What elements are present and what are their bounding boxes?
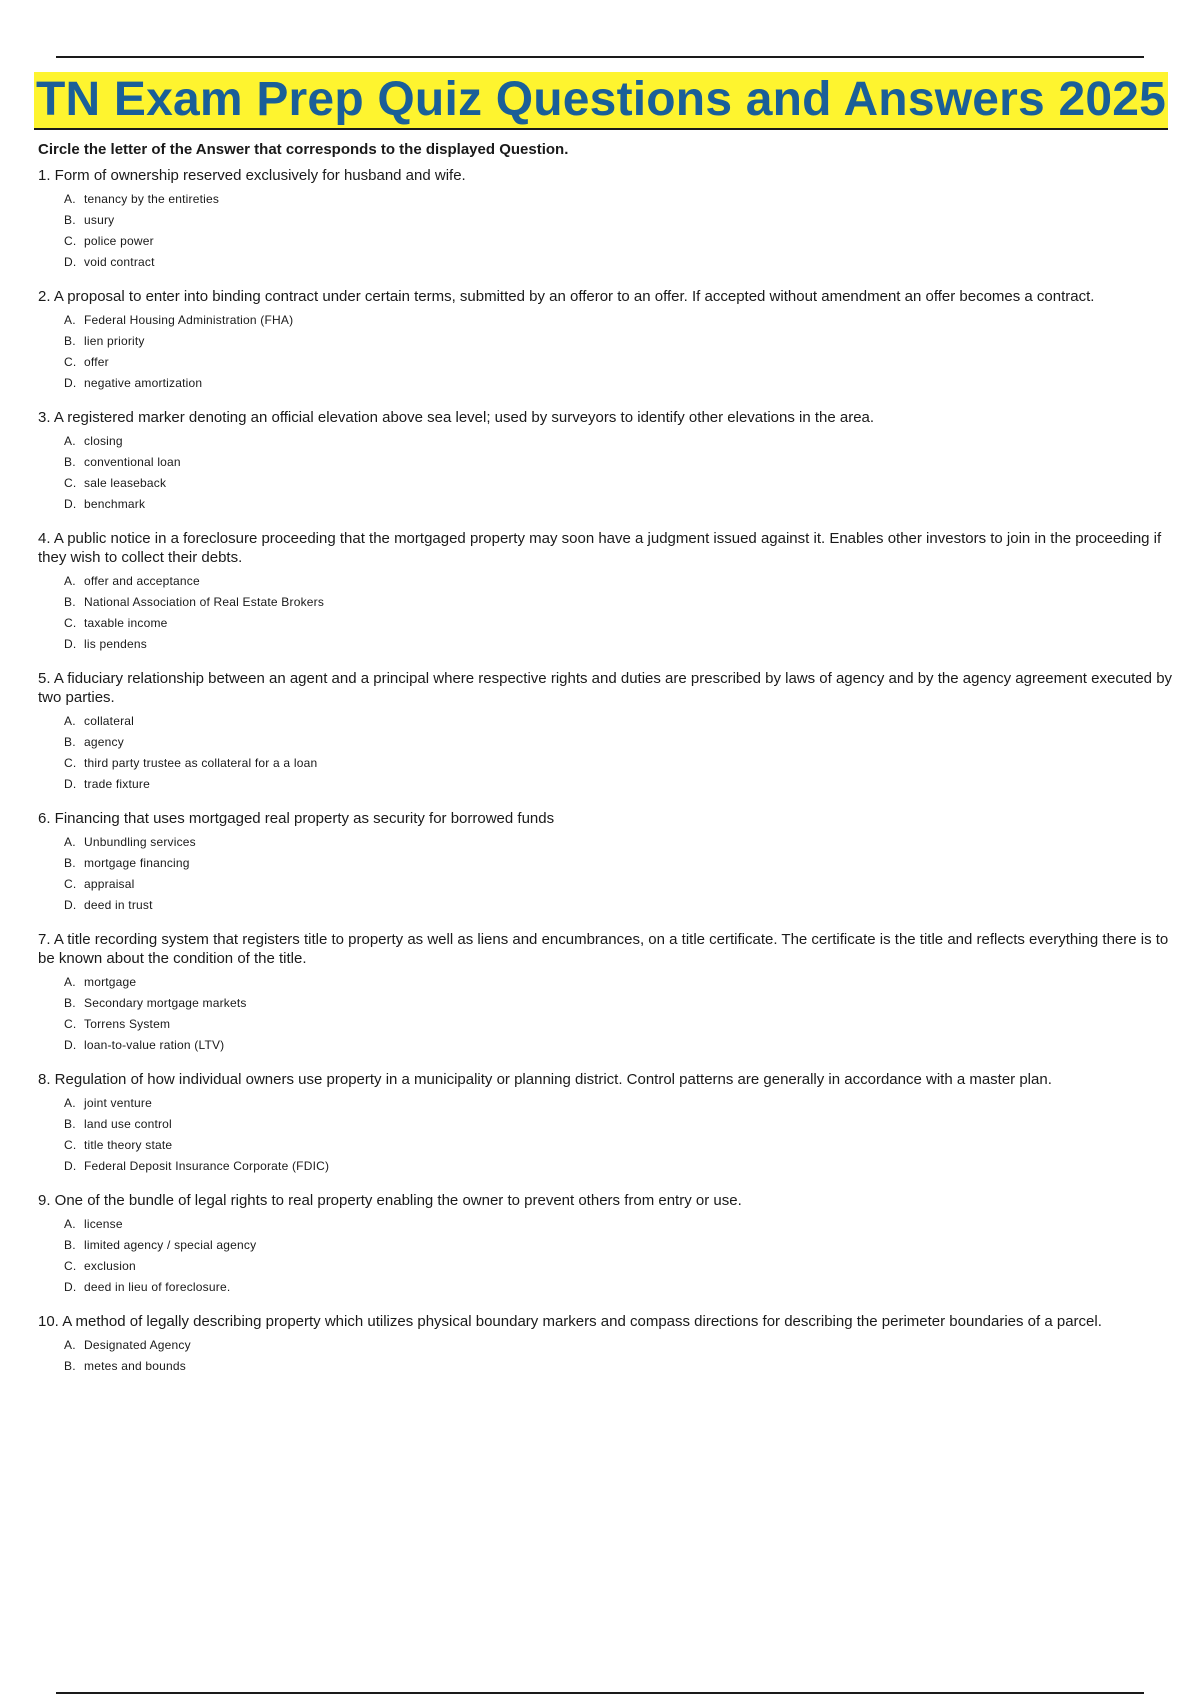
question-10 xyxy=(38,1312,1178,1377)
option-letter: B. xyxy=(64,856,76,870)
option-letter: A. xyxy=(64,1096,76,1110)
option-letter: D. xyxy=(64,1280,77,1294)
option-text: void contract xyxy=(84,255,155,269)
answer-option xyxy=(64,634,1178,655)
option-letter: B. xyxy=(64,334,76,348)
question-6 xyxy=(38,809,1178,916)
option-letter: C. xyxy=(64,616,77,630)
question-text: 2. A proposal to enter into binding contract under certain terms, submitted by an offeror to an offer. If accepted without amendment an offer becomes a contract. xyxy=(38,288,1095,305)
option-letter: B. xyxy=(64,595,76,609)
question-text: 10. A method of legally describing property which utilizes physical boundary markers and compass directions for describing the perimeter boundaries of a parcel. xyxy=(38,1313,1102,1330)
question-9 xyxy=(38,1191,1178,1298)
option-letter: A. xyxy=(64,192,76,206)
answer-option xyxy=(64,1135,1178,1156)
question-8 xyxy=(38,1070,1178,1177)
answer-options xyxy=(38,1214,1178,1298)
answer-option xyxy=(64,972,1178,993)
answer-option xyxy=(64,331,1178,352)
title-banner xyxy=(34,72,1182,130)
option-text: collateral xyxy=(84,714,135,728)
option-text: limited agency / special agency xyxy=(84,1238,257,1252)
option-letter: C. xyxy=(64,1138,77,1152)
option-text: trade fixture xyxy=(84,777,150,791)
option-text: National Association of Real Estate Brokers xyxy=(84,595,325,609)
option-text: metes and bounds xyxy=(84,1359,186,1373)
option-text: Torrens System xyxy=(84,1017,171,1031)
top-rule xyxy=(56,56,1144,58)
answer-option xyxy=(64,1014,1178,1035)
answer-option xyxy=(64,1093,1178,1114)
option-text: mortgage xyxy=(84,975,137,989)
question-7 xyxy=(38,930,1178,1056)
option-letter: D. xyxy=(64,637,77,651)
option-letter: C. xyxy=(64,756,77,770)
answer-options xyxy=(38,711,1178,795)
option-text: lis pendens xyxy=(84,637,147,651)
answer-option xyxy=(64,732,1178,753)
option-letter: A. xyxy=(64,975,76,989)
option-letter: B. xyxy=(64,996,76,1010)
question-5 xyxy=(38,669,1178,795)
option-text: Unbundling services xyxy=(84,835,196,849)
answer-option xyxy=(64,473,1178,494)
answer-option xyxy=(64,310,1178,331)
answer-option xyxy=(64,1277,1178,1298)
question-text: 8. Regulation of how individual owners use property in a municipality or planning district. Control patterns are generally in accordance with a master plan. xyxy=(38,1071,1052,1088)
option-letter: D. xyxy=(64,898,77,912)
answer-options xyxy=(38,1335,1178,1377)
answer-options xyxy=(38,972,1178,1056)
option-letter: A. xyxy=(64,1338,76,1352)
answer-option xyxy=(64,895,1178,916)
answer-option xyxy=(64,189,1178,210)
answer-option xyxy=(64,494,1178,515)
answer-option xyxy=(64,993,1178,1014)
option-letter: D. xyxy=(64,777,77,791)
option-text: Federal Housing Administration (FHA) xyxy=(84,313,294,327)
answer-option xyxy=(64,431,1178,452)
option-text: conventional loan xyxy=(84,455,181,469)
instructions: Circle the letter of the Answer that corresponds to the displayed Question. xyxy=(38,141,569,158)
question-2 xyxy=(38,287,1178,394)
option-letter: B. xyxy=(64,213,76,227)
option-text: Secondary mortgage markets xyxy=(84,996,247,1010)
option-letter: A. xyxy=(64,835,76,849)
answer-option xyxy=(64,1235,1178,1256)
option-letter: A. xyxy=(64,313,76,327)
answer-option xyxy=(64,711,1178,732)
quiz-content xyxy=(38,140,1178,1391)
option-text: agency xyxy=(84,735,124,749)
option-letter: C. xyxy=(64,1259,77,1273)
page-title: TN Exam Prep Quiz Questions and Answers 2025 xyxy=(34,72,1168,130)
question-text: 6. Financing that uses mortgaged real property as security for borrowed funds xyxy=(38,810,555,827)
answer-option xyxy=(64,832,1178,853)
answer-option xyxy=(64,452,1178,473)
answer-option xyxy=(64,613,1178,634)
answer-options xyxy=(38,189,1178,273)
question-text: 7. A title recording system that registers title to property as well as liens and encumbrances, on a title certificate. The certificate is the title and reflects everything there is to be known about the condition of the title. xyxy=(38,931,1169,967)
question-4 xyxy=(38,529,1178,655)
option-letter: A. xyxy=(64,574,76,588)
option-letter: D. xyxy=(64,497,77,511)
option-letter: A. xyxy=(64,714,76,728)
option-text: lien priority xyxy=(84,334,145,348)
question-list xyxy=(38,166,1178,1377)
answer-option xyxy=(64,373,1178,394)
answer-options xyxy=(38,431,1178,515)
option-text: loan-to-value ration (LTV) xyxy=(84,1038,225,1052)
answer-option xyxy=(64,231,1178,252)
option-letter: B. xyxy=(64,1117,76,1131)
option-text: appraisal xyxy=(84,877,135,891)
option-letter: C. xyxy=(64,877,77,891)
answer-option xyxy=(64,853,1178,874)
question-1 xyxy=(38,166,1178,273)
option-letter: D. xyxy=(64,255,77,269)
answer-option xyxy=(64,1335,1178,1356)
answer-option xyxy=(64,774,1178,795)
option-text: title theory state xyxy=(84,1138,173,1152)
option-text: license xyxy=(84,1217,123,1231)
option-text: deed in trust xyxy=(84,898,153,912)
option-text: taxable income xyxy=(84,616,168,630)
answer-options xyxy=(38,832,1178,916)
answer-option xyxy=(64,1035,1178,1056)
option-text: land use control xyxy=(84,1117,172,1131)
option-letter: B. xyxy=(64,1238,76,1252)
option-text: deed in lieu of foreclosure. xyxy=(84,1280,231,1294)
question-text: 9. One of the bundle of legal rights to real property enabling the owner to prevent others from entry or use. xyxy=(38,1192,742,1209)
option-text: benchmark xyxy=(84,497,146,511)
option-text: tenancy by the entireties xyxy=(84,192,220,206)
option-text: Designated Agency xyxy=(84,1338,191,1352)
option-letter: D. xyxy=(64,1159,77,1173)
option-text: offer xyxy=(84,355,109,369)
answer-option xyxy=(64,210,1178,231)
option-text: Federal Deposit Insurance Corporate (FDIC) xyxy=(84,1159,330,1173)
option-text: joint venture xyxy=(84,1096,152,1110)
option-letter: D. xyxy=(64,1038,77,1052)
question-3 xyxy=(38,408,1178,515)
option-text: negative amortization xyxy=(84,376,203,390)
answer-option xyxy=(64,1114,1178,1135)
option-letter: A. xyxy=(64,434,76,448)
answer-option xyxy=(64,1256,1178,1277)
answer-option xyxy=(64,1356,1178,1377)
option-letter: B. xyxy=(64,1359,76,1373)
bottom-rule xyxy=(56,1692,1144,1694)
answer-option xyxy=(64,571,1178,592)
answer-option xyxy=(64,252,1178,273)
option-text: third party trustee as collateral for a a loan xyxy=(84,756,318,770)
option-letter: C. xyxy=(64,234,77,248)
option-text: exclusion xyxy=(84,1259,136,1273)
answer-option xyxy=(64,352,1178,373)
question-text: 1. Form of ownership reserved exclusively for husband and wife. xyxy=(38,167,466,184)
answer-options xyxy=(38,1093,1178,1177)
option-letter: D. xyxy=(64,376,77,390)
question-text: 3. A registered marker denoting an official elevation above sea level; used by surveyors to identify other elevations in the area. xyxy=(38,409,875,426)
answer-options xyxy=(38,571,1178,655)
option-text: offer and acceptance xyxy=(84,574,200,588)
answer-option xyxy=(64,753,1178,774)
option-text: mortgage financing xyxy=(84,856,190,870)
answer-option xyxy=(64,874,1178,895)
answer-option xyxy=(64,1214,1178,1235)
option-letter: C. xyxy=(64,1017,77,1031)
question-text: 5. A fiduciary relationship between an agent and a principal where respective rights and duties are prescribed by laws of agency and by the agency agreement executed by two parties. xyxy=(38,670,1173,706)
answer-options xyxy=(38,310,1178,394)
option-letter: C. xyxy=(64,476,77,490)
option-text: sale leaseback xyxy=(84,476,167,490)
option-letter: B. xyxy=(64,455,76,469)
option-text: usury xyxy=(84,213,115,227)
option-text: police power xyxy=(84,234,154,248)
option-text: closing xyxy=(84,434,123,448)
option-letter: C. xyxy=(64,355,77,369)
question-text: 4. A public notice in a foreclosure proceeding that the mortgaged property may soon have a judgment issued against it. Enables other investors to join in the proceeding if they wish to collect their debts. xyxy=(38,530,1162,566)
option-letter: B. xyxy=(64,735,76,749)
option-letter: A. xyxy=(64,1217,76,1231)
answer-option xyxy=(64,1156,1178,1177)
answer-option xyxy=(64,592,1178,613)
